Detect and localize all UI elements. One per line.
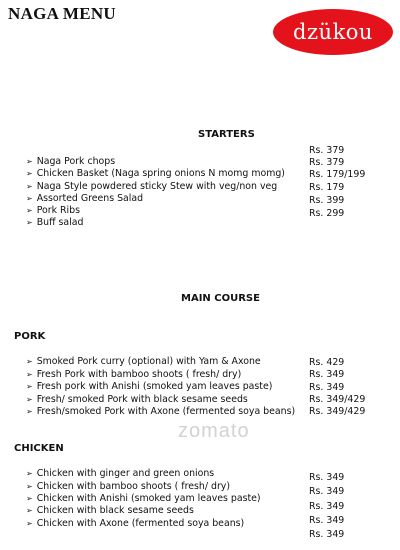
arrow-icon: ➢ [26, 194, 33, 203]
arrow-icon: ➢ [26, 494, 33, 503]
menu-item [26, 205, 80, 216]
item-name: Naga Pork chops [36, 156, 116, 167]
arrow-icon: ➢ [26, 182, 33, 191]
pork-heading: PORK [14, 331, 46, 342]
item-name: Fresh/ smoked Pork with black sesame seeds [36, 394, 248, 405]
watermark: zomato [178, 420, 250, 442]
menu-item [26, 406, 295, 417]
price: Rs. 179 [309, 182, 345, 193]
chicken-heading: CHICKEN [14, 443, 64, 454]
price: Rs. 349 [309, 486, 345, 497]
menu-item [26, 481, 230, 492]
arrow-icon: ➢ [26, 395, 33, 404]
menu-item [26, 356, 261, 367]
item-name: Assorted Greens Salad [36, 193, 144, 204]
menu-item [26, 518, 244, 529]
price: Rs. 349/429 [309, 394, 366, 405]
item-name: Fresh pork with Anishi (smoked yam leaves paste) [36, 381, 273, 392]
price: Rs. 349 [309, 382, 345, 393]
price: Rs. 349 [309, 472, 345, 483]
item-name: Chicken with Axone (fermented soya beans) [36, 518, 245, 529]
restaurant-logo [273, 9, 393, 55]
item-name: Naga Style powdered sticky Stew with veg/non veg [36, 181, 278, 192]
item-name: Buff salad [36, 217, 84, 228]
item-name: Smoked Pork curry (optional) with Yam & Axone [36, 356, 261, 367]
menu-item [26, 505, 194, 516]
price: Rs. 399 [309, 195, 345, 206]
menu-item [26, 217, 83, 228]
price: Rs. 379 [309, 145, 345, 156]
starters-heading: STARTERS [198, 129, 255, 140]
item-name: Chicken with Anishi (smoked yam leaves paste) [36, 493, 261, 504]
logo-text: dzükou [293, 20, 373, 44]
arrow-icon: ➢ [26, 370, 33, 379]
item-name: Chicken Basket (Naga spring onions N momg momg) [36, 168, 285, 179]
menu-item [26, 193, 143, 204]
arrow-icon: ➢ [26, 357, 33, 366]
price: Rs. 299 [309, 208, 345, 219]
arrow-icon: ➢ [26, 469, 33, 478]
main-course-heading: MAIN COURSE [181, 293, 260, 304]
item-name: Fresh/smoked Pork with Axone (fermented soya beans) [36, 406, 296, 417]
arrow-icon: ➢ [26, 407, 33, 416]
price: Rs. 349 [309, 529, 345, 540]
item-name: Chicken with black sesame seeds [36, 505, 194, 516]
arrow-icon: ➢ [26, 206, 33, 215]
price: Rs. 429 [309, 357, 345, 368]
price: Rs. 349 [309, 501, 345, 512]
item-name: Chicken with bamboo shoots ( fresh/ dry) [36, 481, 231, 492]
menu-item [26, 181, 277, 192]
page-title: NAGA MENU [8, 4, 117, 23]
arrow-icon: ➢ [26, 157, 33, 166]
menu-item [26, 493, 261, 504]
item-name: Chicken with ginger and green onions [36, 468, 215, 479]
price: Rs. 379 [309, 157, 345, 168]
arrow-icon: ➢ [26, 382, 33, 391]
item-name: Pork Ribs [36, 205, 80, 216]
menu-item [26, 156, 115, 167]
arrow-icon: ➢ [26, 519, 33, 528]
menu-item [26, 168, 285, 179]
menu-item [26, 381, 272, 392]
menu-item [26, 394, 248, 405]
item-name: Fresh Pork with bamboo shoots ( fresh/ dry) [36, 369, 242, 380]
price: Rs. 179/199 [309, 169, 366, 180]
price: Rs. 349 [309, 369, 345, 380]
arrow-icon: ➢ [26, 218, 33, 227]
arrow-icon: ➢ [26, 506, 33, 515]
arrow-icon: ➢ [26, 482, 33, 491]
menu-item [26, 468, 214, 479]
arrow-icon: ➢ [26, 169, 33, 178]
menu-item [26, 369, 241, 380]
price: Rs. 349/429 [309, 406, 366, 417]
price: Rs. 349 [309, 515, 345, 526]
